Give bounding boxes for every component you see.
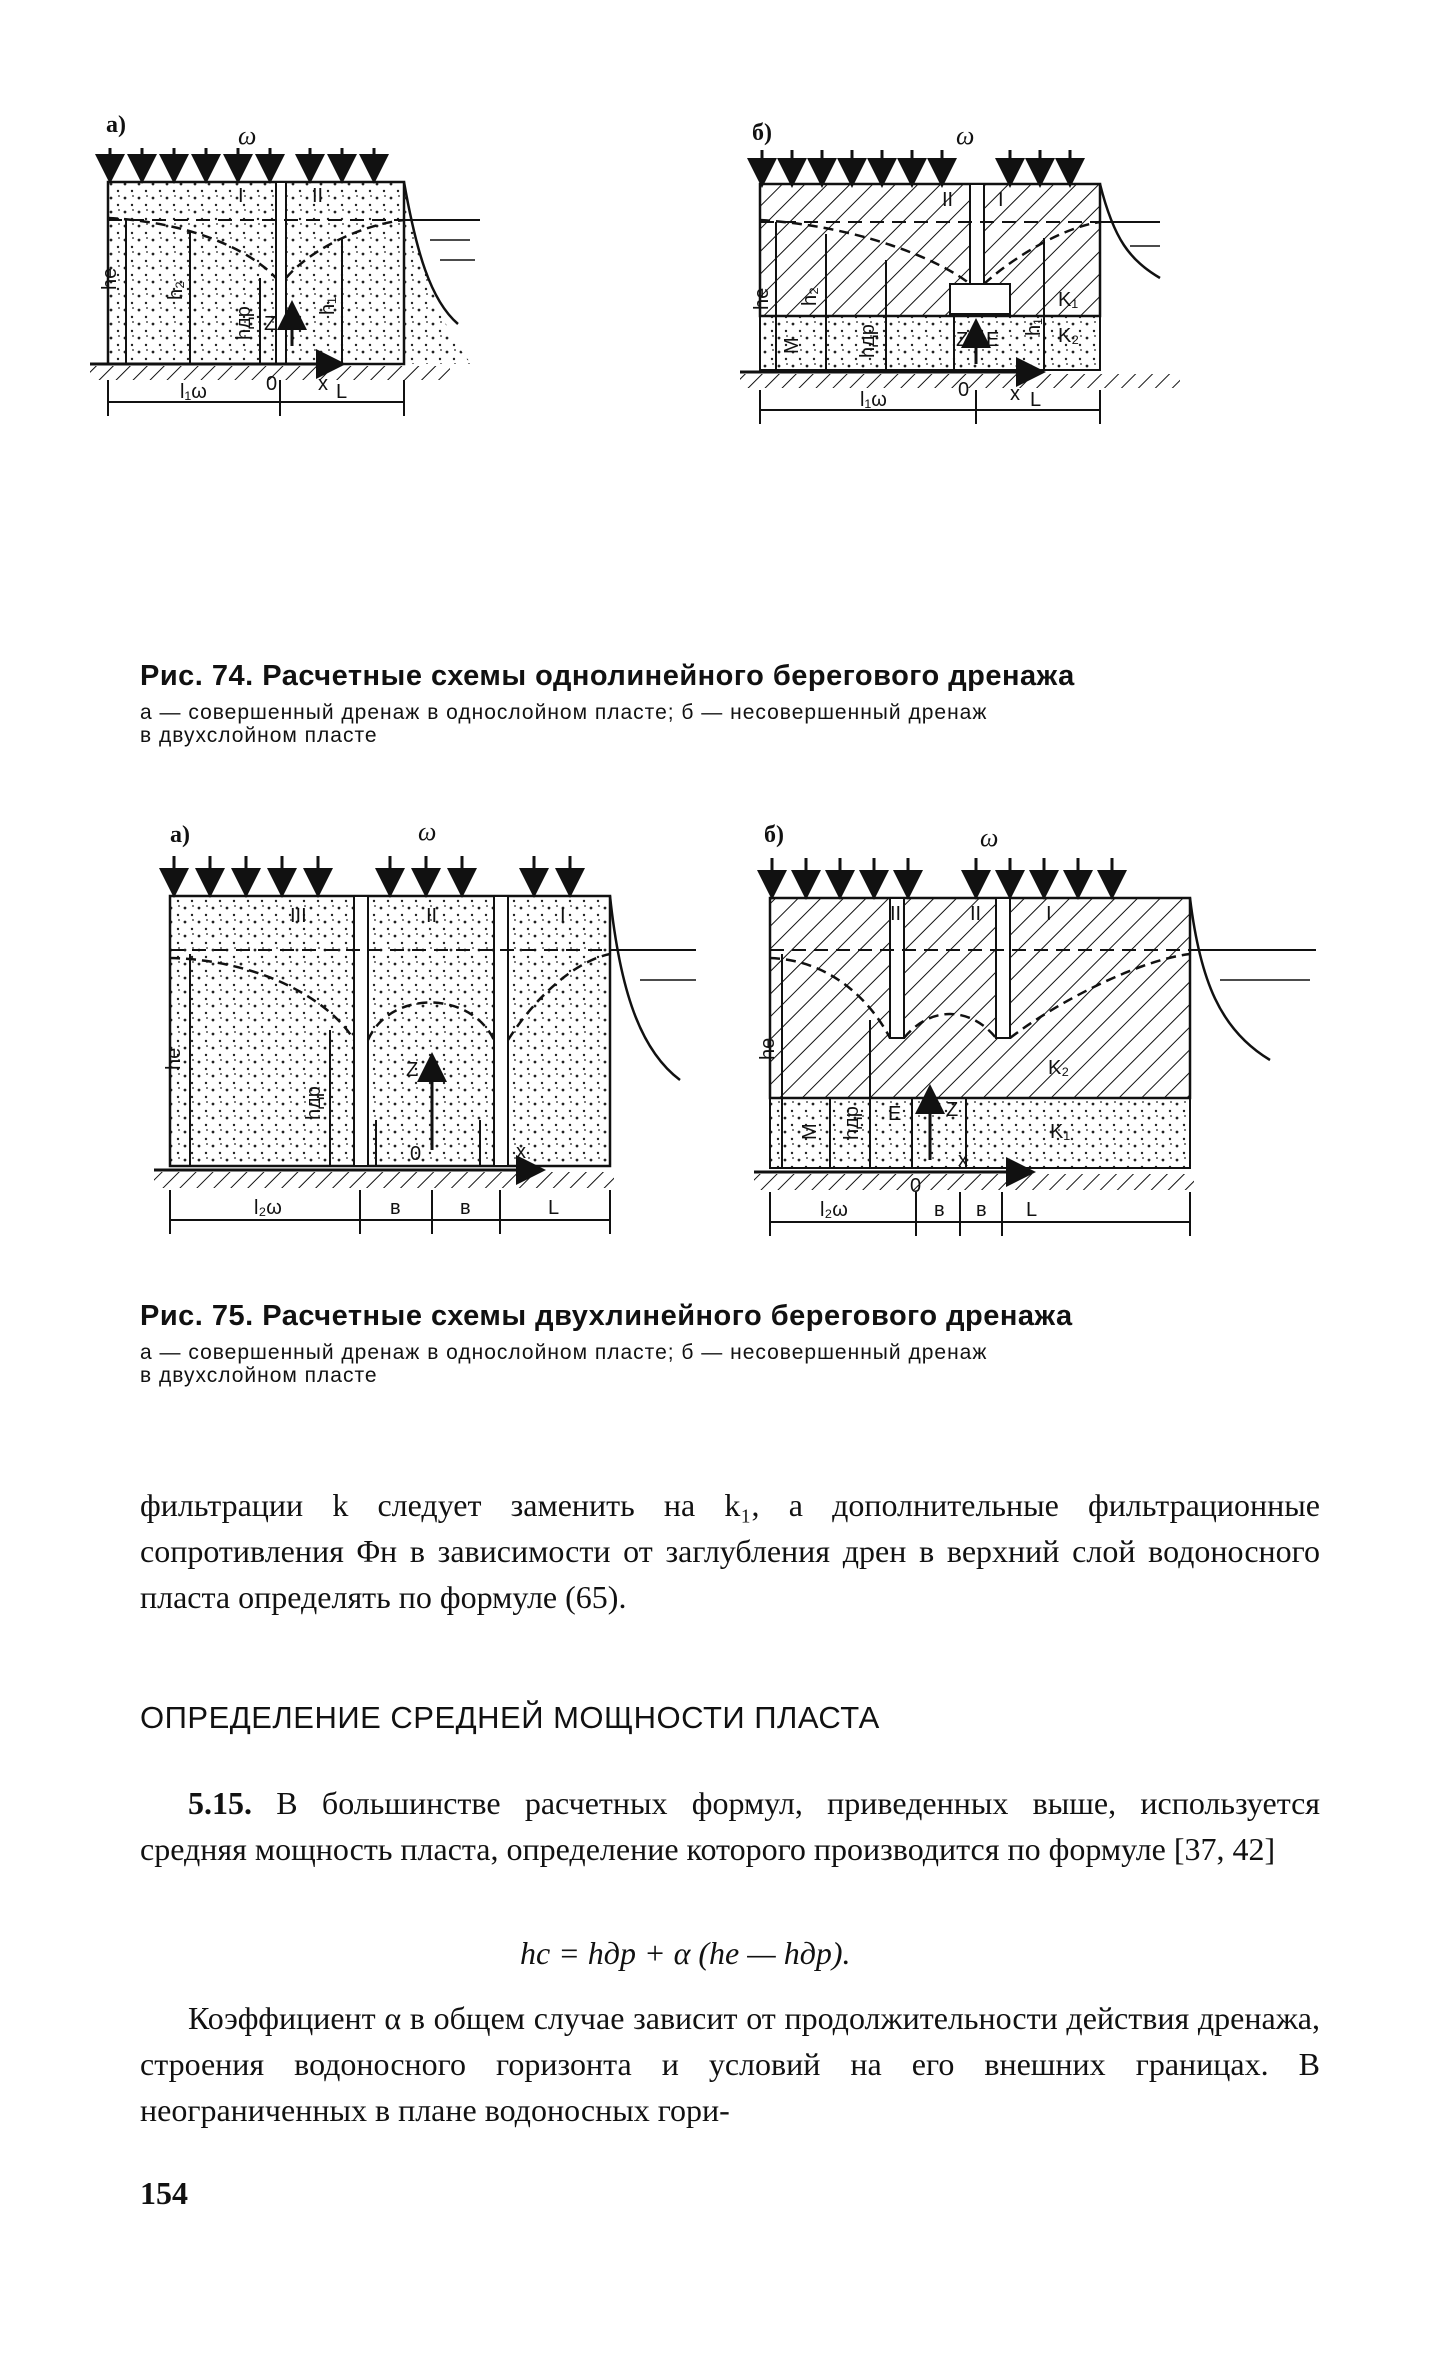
dimension-label: l₁ω [860, 389, 887, 411]
dimension-label: в [976, 1199, 987, 1221]
h1-label: h₁ [317, 297, 339, 315]
paragraph-number: 5.15. [188, 1785, 252, 1821]
hdr-label: hдр [857, 324, 879, 358]
zone-label: II [970, 903, 982, 925]
m-label: M [799, 1123, 821, 1140]
dimension-label: l₁ω [180, 381, 207, 403]
omega-label: ω [418, 820, 437, 846]
k2-label: K₂ [1048, 1057, 1070, 1079]
figure-75b [740, 820, 1320, 1260]
z-label: Z [946, 1099, 959, 1121]
drain-1 [354, 896, 368, 1166]
body-paragraph [140, 1780, 1320, 1872]
k2-label: K₂ [1058, 325, 1080, 347]
origin-label: 0 [266, 373, 278, 395]
dimension-label: в [934, 1199, 945, 1221]
e-label: E [986, 329, 1000, 351]
figure-74-caption [140, 660, 1320, 747]
body-paragraph: фильтрации k следует заменить на k₁, а дополнительные фильтрационные сопротивления Φн в зависимости от заглубления дрен в верхний слой водоносного пласта определять по формуле (65). [140, 1487, 1320, 1615]
page-number: 154 [140, 2175, 188, 2211]
drain [970, 184, 984, 284]
z-label: Z [956, 329, 969, 351]
impermeable-base [754, 1174, 1194, 1190]
dimension-label: L [1030, 389, 1042, 411]
origin-label: 0 [410, 1143, 422, 1165]
infiltration-arrows [110, 148, 374, 178]
dimension-label: L [548, 1197, 560, 1219]
omega-label: ω [238, 121, 257, 150]
e-label: E [888, 1103, 902, 1125]
zone-label: I [998, 189, 1004, 211]
zone-label: III [290, 905, 307, 927]
impermeable-base [154, 1172, 614, 1188]
dimension-label: L [336, 381, 348, 403]
dimension-label: в [460, 1197, 471, 1219]
caption-title: Рис. 75. Расчетные схемы двухлинейного берегового дренажа [140, 1300, 1073, 1332]
formula: hс = hдр + α (hе — hдр). [520, 1935, 851, 1971]
caption-description: а — совершенный дренаж в однослойном пласте; б — несовершенный дренаж [140, 1341, 988, 1364]
zone-label: II [312, 185, 324, 207]
caption-title: Рис. 74. Расчетные схемы однолинейного берегового дренажа [140, 660, 1075, 692]
dimension-label: l₂ω [820, 1199, 848, 1221]
hdr-label: hдр [233, 306, 255, 340]
origin-label: 0 [958, 379, 970, 401]
z-label: Z [406, 1059, 419, 1081]
dimension-label: в [390, 1197, 401, 1219]
he-label: hе [99, 267, 121, 290]
h2-label: h₂ [799, 287, 821, 306]
figure-75a [140, 820, 700, 1260]
caption-description: в двухслойном пласте [140, 724, 378, 747]
drain-2 [996, 898, 1010, 1038]
zone-label: I [560, 905, 566, 927]
zone-label: I [1046, 903, 1052, 925]
omega-label: ω [980, 823, 999, 852]
slope-bank [404, 182, 472, 364]
x-axis-label: x [1010, 383, 1020, 405]
upper-layer [770, 898, 1190, 1098]
he-label: hе [757, 1037, 779, 1060]
x-axis-label: x [958, 1149, 968, 1171]
panel-letter: а) [106, 112, 126, 138]
panel-letter: б) [752, 120, 772, 146]
section-heading: ОПРЕДЕЛЕНИЕ СРЕДНЕЙ МОЩНОСТИ ПЛАСТА [140, 1700, 880, 1735]
caption-description: а — совершенный дренаж в однослойном пласте; б — несовершенный дренаж [140, 701, 988, 724]
h2-label: h₂ [165, 281, 187, 300]
zone-label: III [890, 903, 907, 925]
body-paragraph: Коэффициент α в общем случае зависит от продолжительности действия дренажа, строения водоносного горизонта и условий на его внешних границах. В неограниченных в плане водоносных гори- [140, 2000, 1320, 2128]
caption-description: в двухслойном пласте [140, 1364, 378, 1387]
zone-label: II [942, 189, 954, 211]
hdr-label: hдр [841, 1106, 863, 1140]
figure-75-caption [140, 1300, 1320, 1387]
x-axis-label: x [516, 1141, 526, 1163]
lower-layer [770, 1098, 1190, 1168]
x-axis-label: x [318, 373, 328, 395]
zone-label: II [426, 905, 438, 927]
z-label: Z [264, 313, 277, 335]
figure-74a [80, 110, 700, 430]
dimension-label: L [1026, 1199, 1038, 1221]
he-label: hе [751, 287, 773, 310]
drain [276, 182, 286, 364]
panel-letter: а) [170, 822, 190, 848]
hdr-label: hдр [303, 1086, 325, 1120]
figure-74b [720, 110, 1320, 430]
h1-label: h₁ [1023, 318, 1045, 336]
k1-label: K₁ [1058, 289, 1079, 311]
m-label: M [781, 337, 803, 354]
dimension-label: l₂ω [254, 1197, 282, 1219]
panel-letter: б) [764, 822, 784, 848]
k1-label: K₁ [1050, 1121, 1071, 1143]
aquifer [108, 182, 404, 364]
drain-2 [494, 896, 508, 1166]
aquifer [170, 896, 610, 1166]
zone-label: I [238, 185, 244, 207]
omega-label: ω [956, 121, 975, 150]
lower-layer [760, 316, 1100, 370]
he-label: hе [163, 1047, 185, 1070]
paragraph-text: В большинстве расчетных формул, приведенных выше, используется средняя мощность пласта, определение которого производится по формуле [37, 42] [140, 1785, 1320, 1867]
